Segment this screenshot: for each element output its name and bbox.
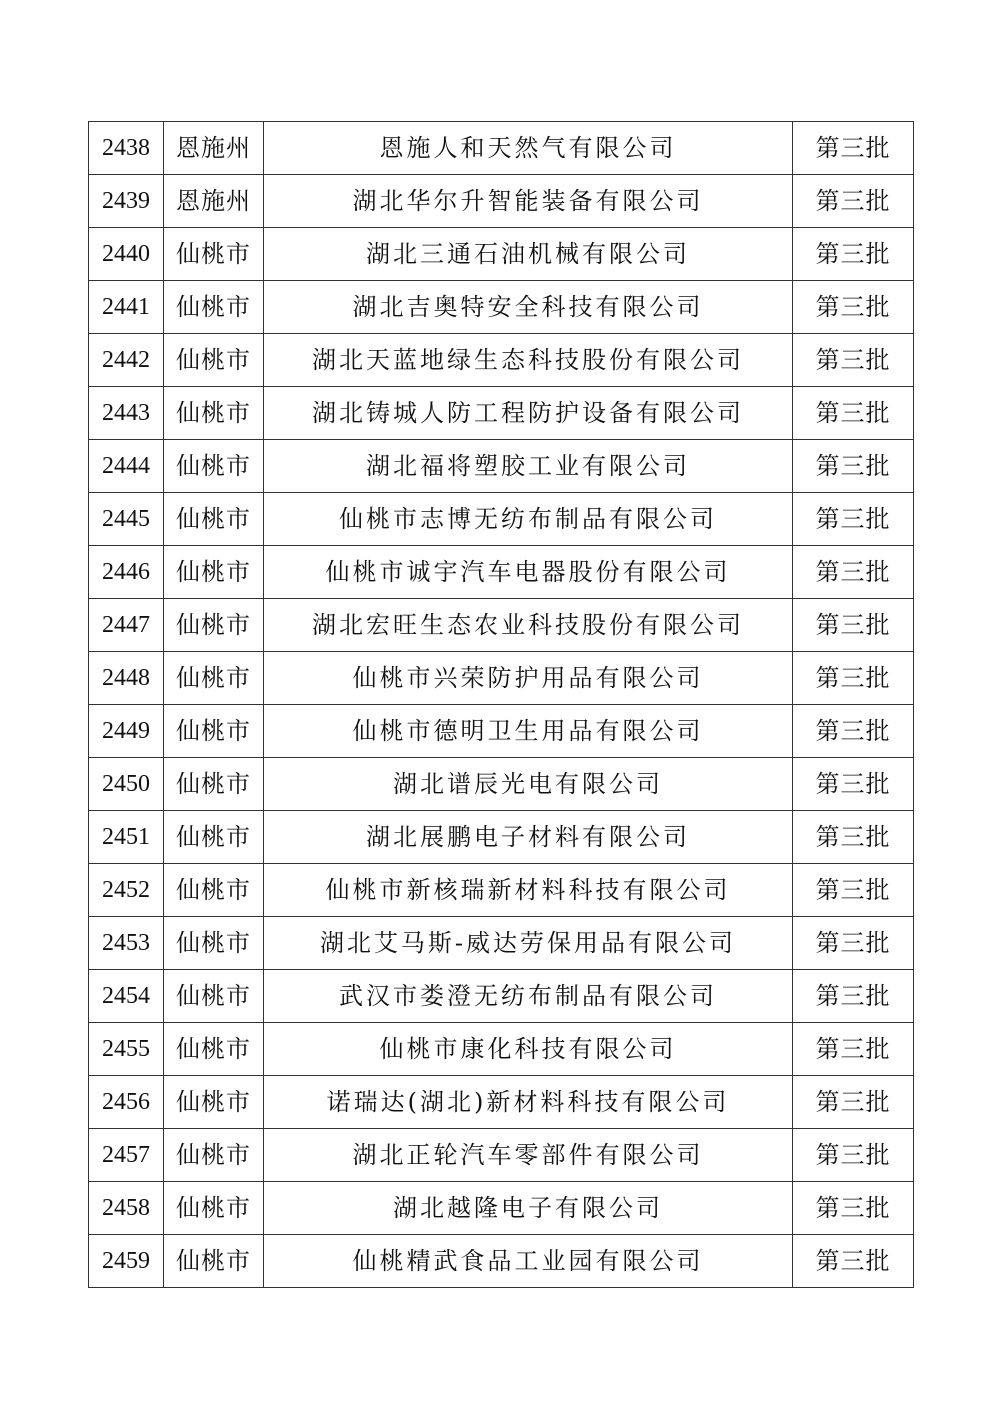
row-number: 2452 [89,864,164,917]
row-city: 恩施州 [164,175,264,228]
row-company: 仙桃市兴荣防护用品有限公司 [264,652,793,705]
company-list-body [89,122,914,1288]
row-batch: 第三批 [793,599,914,652]
row-company: 湖北三通石油机械有限公司 [264,228,793,281]
row-city: 仙桃市 [164,334,264,387]
row-company: 仙桃市康化科技有限公司 [264,1023,793,1076]
row-company: 湖北天蓝地绿生态科技股份有限公司 [264,334,793,387]
row-batch: 第三批 [793,864,914,917]
row-number: 2456 [89,1076,164,1129]
table-row [89,1076,914,1129]
row-batch: 第三批 [793,1076,914,1129]
row-number: 2454 [89,970,164,1023]
table-row [89,652,914,705]
table-row [89,387,914,440]
row-batch: 第三批 [793,493,914,546]
row-number: 2455 [89,1023,164,1076]
row-company: 湖北华尔升智能装备有限公司 [264,175,793,228]
row-number: 2453 [89,917,164,970]
row-company: 湖北福将塑胶工业有限公司 [264,440,793,493]
table-row [89,705,914,758]
row-number: 2449 [89,705,164,758]
row-city: 仙桃市 [164,546,264,599]
row-city: 仙桃市 [164,970,264,1023]
row-company: 湖北谱辰光电有限公司 [264,758,793,811]
row-number: 2439 [89,175,164,228]
row-company: 湖北铸城人防工程防护设备有限公司 [264,387,793,440]
row-number: 2457 [89,1129,164,1182]
row-city: 仙桃市 [164,493,264,546]
row-batch: 第三批 [793,281,914,334]
row-company: 湖北正轮汽车零部件有限公司 [264,1129,793,1182]
row-batch: 第三批 [793,758,914,811]
row-city: 仙桃市 [164,652,264,705]
row-number: 2441 [89,281,164,334]
row-number: 2458 [89,1182,164,1235]
row-batch: 第三批 [793,1235,914,1288]
row-number: 2440 [89,228,164,281]
row-company: 诺瑞达(湖北)新材料科技有限公司 [264,1076,793,1129]
table-row [89,1129,914,1182]
row-number: 2448 [89,652,164,705]
row-batch: 第三批 [793,1182,914,1235]
table-row [89,864,914,917]
row-city: 仙桃市 [164,705,264,758]
row-number: 2442 [89,334,164,387]
row-batch: 第三批 [793,1023,914,1076]
row-batch: 第三批 [793,811,914,864]
table-row [89,228,914,281]
row-city: 仙桃市 [164,1023,264,1076]
row-company: 湖北艾马斯-威达劳保用品有限公司 [264,917,793,970]
table-row [89,122,914,175]
row-city: 仙桃市 [164,1235,264,1288]
row-number: 2459 [89,1235,164,1288]
row-city: 仙桃市 [164,1129,264,1182]
row-number: 2446 [89,546,164,599]
row-city: 仙桃市 [164,1182,264,1235]
table-row [89,970,914,1023]
row-batch: 第三批 [793,228,914,281]
row-city: 仙桃市 [164,599,264,652]
row-city: 仙桃市 [164,811,264,864]
row-company: 湖北宏旺生态农业科技股份有限公司 [264,599,793,652]
row-company: 仙桃精武食品工业园有限公司 [264,1235,793,1288]
row-company: 仙桃市新核瑞新材料科技有限公司 [264,864,793,917]
row-city: 仙桃市 [164,758,264,811]
row-batch: 第三批 [793,334,914,387]
row-company: 恩施人和天然气有限公司 [264,122,793,175]
row-batch: 第三批 [793,917,914,970]
row-batch: 第三批 [793,652,914,705]
row-batch: 第三批 [793,175,914,228]
table-row [89,811,914,864]
table-row [89,1235,914,1288]
table-row [89,599,914,652]
row-number: 2451 [89,811,164,864]
row-number: 2438 [89,122,164,175]
table-row [89,281,914,334]
row-city: 仙桃市 [164,281,264,334]
row-batch: 第三批 [793,970,914,1023]
row-company: 仙桃市诚宇汽车电器股份有限公司 [264,546,793,599]
row-company: 仙桃市德明卫生用品有限公司 [264,705,793,758]
row-number: 2447 [89,599,164,652]
table-row [89,1023,914,1076]
table-row [89,493,914,546]
table-row [89,440,914,493]
table-row [89,175,914,228]
row-batch: 第三批 [793,387,914,440]
row-number: 2445 [89,493,164,546]
table-row [89,546,914,599]
row-city: 仙桃市 [164,387,264,440]
table-row [89,917,914,970]
row-city: 仙桃市 [164,864,264,917]
row-city: 仙桃市 [164,1076,264,1129]
row-company: 湖北吉奥特安全科技有限公司 [264,281,793,334]
table-row [89,1182,914,1235]
row-number: 2443 [89,387,164,440]
row-number: 2444 [89,440,164,493]
row-company: 仙桃市志博无纺布制品有限公司 [264,493,793,546]
row-batch: 第三批 [793,1129,914,1182]
row-batch: 第三批 [793,546,914,599]
row-city: 仙桃市 [164,917,264,970]
table-row [89,334,914,387]
table-row [89,758,914,811]
row-company: 湖北展鹏电子材料有限公司 [264,811,793,864]
row-batch: 第三批 [793,122,914,175]
company-list-table [88,121,914,1288]
row-company: 湖北越隆电子有限公司 [264,1182,793,1235]
row-company: 武汉市娄澄无纺布制品有限公司 [264,970,793,1023]
row-number: 2450 [89,758,164,811]
row-city: 仙桃市 [164,440,264,493]
row-city: 仙桃市 [164,228,264,281]
row-city: 恩施州 [164,122,264,175]
row-batch: 第三批 [793,440,914,493]
row-batch: 第三批 [793,705,914,758]
